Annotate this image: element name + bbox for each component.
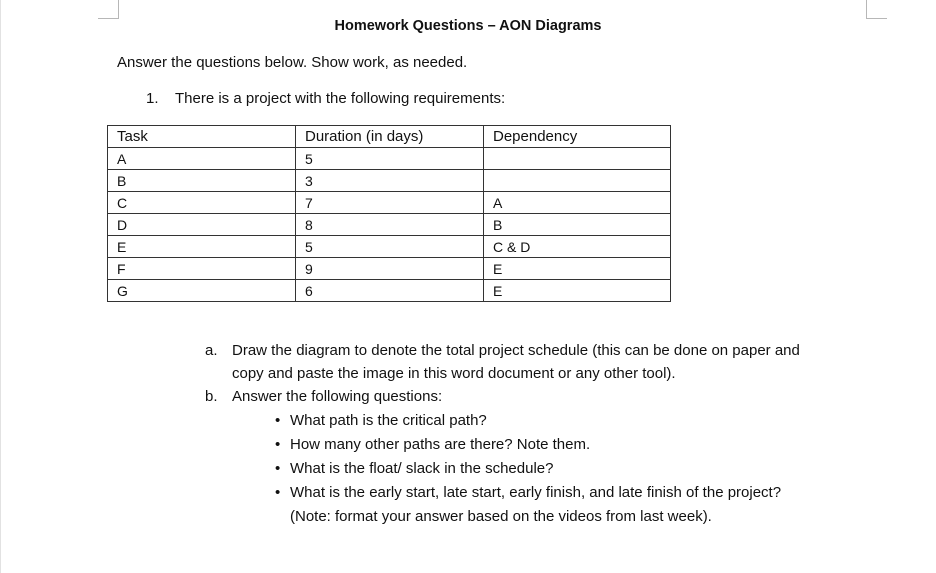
table-row [108,192,671,214]
page-edge [0,0,1,573]
bullet-icon: • [275,484,281,501]
document-title: Homework Questions – AON Diagrams [334,18,602,34]
question-1 [146,90,505,107]
subquestion-a-line1: Draw the diagram to denote the total project schedule (this can be done on paper and [232,342,800,359]
dependency-cell: E [484,280,671,302]
dependency-cell [484,170,671,192]
task-cell: E [108,236,296,258]
requirements-table [107,125,671,302]
duration-cell: 8 [296,214,484,236]
subquestion-b [205,385,443,408]
subquestion-b-text: Answer the following questions: [232,388,443,405]
bullet-text: How many other paths are there? Note them. [290,436,591,453]
table-row [108,236,671,258]
margin-corner-left [98,0,119,19]
header-task: Task [108,126,296,148]
duration-cell: 7 [296,192,484,214]
bullet-item [275,481,850,504]
question-1-text: There is a project with the following requirements: [175,90,506,107]
bullet-icon: • [275,436,281,453]
task-cell: F [108,258,296,280]
table-row [108,148,671,170]
bullet-item [275,409,850,432]
duration-cell: 5 [296,148,484,170]
dependency-cell: C & D [484,236,671,258]
subquestion-a [205,339,872,385]
bullet-text: What is the early start, late start, early finish, and late finish of the project? [290,484,782,501]
table-header-row [108,126,671,148]
dependency-cell: A [484,192,671,214]
table-row [108,280,671,302]
subquestion-a-line2: copy and paste the image in this word document or any other tool). [232,365,676,382]
table-row [108,214,671,236]
task-cell: A [108,148,296,170]
bullet-text: What path is the critical path? [290,412,487,429]
duration-cell: 6 [296,280,484,302]
table-row [108,258,671,280]
task-cell: G [108,280,296,302]
dependency-cell: B [484,214,671,236]
dependency-cell [484,148,671,170]
subquestion-b-label: b. [205,388,218,405]
subquestion-a-label: a. [205,342,218,359]
task-cell: D [108,214,296,236]
task-cell: B [108,170,296,192]
header-dependency: Dependency [484,126,671,148]
header-duration: Duration (in days) [296,126,484,148]
margin-corner-right [866,0,887,19]
question-1-number: 1. [146,90,159,107]
table-row [108,170,671,192]
bullet-item [275,457,850,480]
duration-cell: 5 [296,236,484,258]
duration-cell: 3 [296,170,484,192]
duration-cell: 9 [296,258,484,280]
dependency-cell: E [484,258,671,280]
bullet-note: (Note: format your answer based on the videos from last week). [290,508,712,525]
bullet-icon: • [275,460,281,477]
bullet-icon: • [275,412,281,429]
task-cell: C [108,192,296,214]
intro-text: Answer the questions below. Show work, as needed. [117,54,468,71]
bullet-text: What is the float/ slack in the schedule? [290,460,554,477]
bullet-item [275,433,850,456]
